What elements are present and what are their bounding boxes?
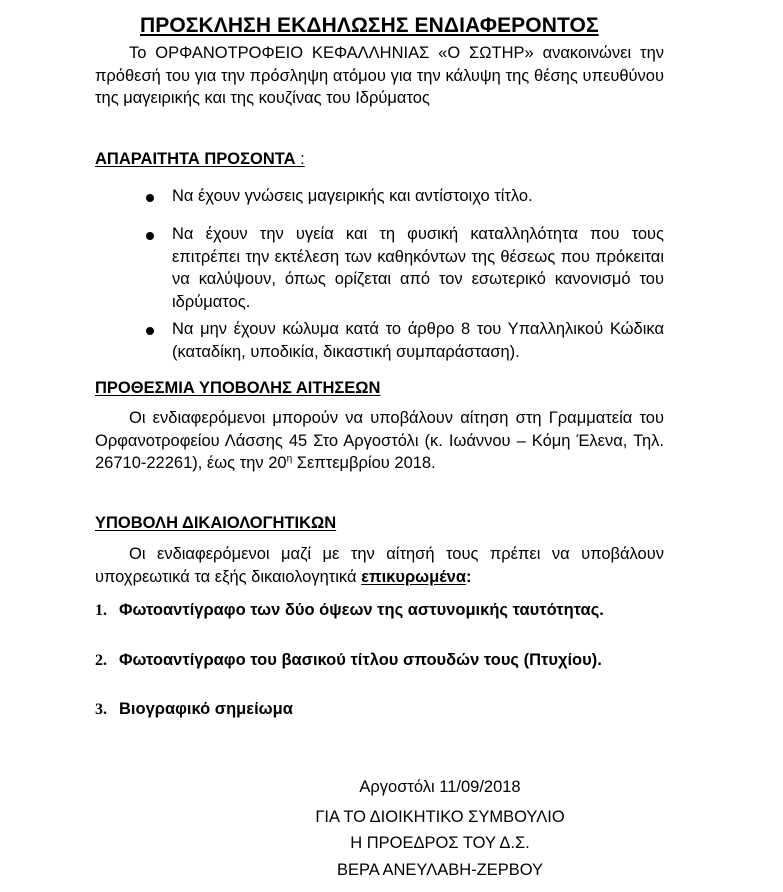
signature-place-date: Αργοστόλι 11/09/2018 (359, 778, 521, 796)
document-item: Φωτοαντίγραφο των δύο όψεων της αστυνομικής ταυτότητας. (119, 601, 604, 619)
documents-emphasis: επικυρωμένα (361, 567, 466, 586)
documents-intro (95, 543, 664, 588)
bullet-icon (146, 194, 154, 202)
bullet-icon (146, 232, 154, 240)
requirement-item: Να έχουν την υγεία και τη φυσική καταλληλότητα που τους επιτρέπει την εκτέλεση των καθηκόντων της θέσεως που πρόκειται να καλύψουν, όπως ορίζεται από τον εσωτερικό κανονισμό του ιδρύματος. (172, 225, 664, 311)
deadline-text-end: Σεπτεμβρίου 2018. (292, 454, 436, 472)
deadline-heading: ΠΡΟΘΕΣΜΙΑ ΥΠΟΒΟΛΗΣ ΑΙΤΗΣΕΩΝ (95, 379, 381, 397)
document-title: ΠΡΟΣΚΛΗΣΗ ΕΚΔΗΛΩΣΗΣ ΕΝΔΙΑΦΕΡΟΝΤΟΣ (140, 14, 599, 37)
signature-name: ΒΕΡΑ ΑΝΕΥΛΑΒΗ-ΖΕΡΒΟΥ (336, 861, 544, 879)
signature-role: Η ΠΡΟΕΔΡΟΣ ΤΟΥ Δ.Σ. (350, 834, 530, 852)
requirements-heading-text: ΑΠΑΡΑΙΤΗΤΑ ΠΡΟΣΟΝΤΑ (95, 150, 296, 168)
deadline-paragraph (95, 407, 664, 475)
requirement-item: Να μην έχουν κώλυμα κατά το άρθρο 8 του Υπαλληλικού Κώδικα (καταδίκη, υποδικία, δικαστική συμπαράσταση). (172, 320, 664, 361)
requirements-heading-colon: : (295, 150, 305, 168)
list-number: 3. (95, 701, 107, 718)
document-item: Βιογραφικό σημείωμα (119, 700, 293, 718)
intro-paragraph (95, 42, 664, 110)
document-item: Φωτοαντίγραφο του βασικού τίτλου σπουδών τους (Πτυχίου). (119, 651, 602, 669)
documents-intro-text: Οι ενδιαφερόμενοι μαζί με την αίτησή τους πρέπει να υποβάλουν υποχρεωτικά τα εξής δικαιολογητικά (95, 545, 664, 586)
requirements-heading (95, 150, 305, 169)
documents-intro-end: : (465, 567, 472, 586)
intro-text: Το ΟΡΦΑΝΟΤΡΟΦΕΙΟ ΚΕΦΑΛΛΗΝΙΑΣ «Ο ΣΩΤΗΡ» ανακοινώνει την πρόθεσή του για την πρόσληψη ατόμου για την κάλυψη της θέσης υπευθύνου της μαγειρικής και της κουζίνας του Ιδρύματος (95, 44, 664, 107)
bullet-icon (146, 327, 154, 335)
list-number: 1. (95, 602, 107, 619)
deadline-superscript: η (286, 453, 293, 465)
list-number: 2. (95, 652, 107, 669)
signature-body: ΓΙΑ ΤΟ ΔΙΟΙΚΗΤΙΚΟ ΣΥΜΒΟΥΛΙΟ (315, 808, 565, 826)
requirement-item: Να έχουν γνώσεις μαγειρικής και αντίστοιχο τίτλο. (172, 187, 533, 205)
documents-heading: ΥΠΟΒΟΛΗ ΔΙΚΑΙΟΛΟΓΗΤΙΚΩΝ (95, 514, 337, 532)
deadline-text: Οι ενδιαφερόμενοι μπορούν να υποβάλουν αίτηση στη Γραμματεία του Ορφανοτροφείου Λάσσης 45 Στο Αργοστόλι (κ. Ιωάννου – Κόμη Έλενα, Τηλ. 26710-22261), έως την 20 (95, 409, 664, 472)
